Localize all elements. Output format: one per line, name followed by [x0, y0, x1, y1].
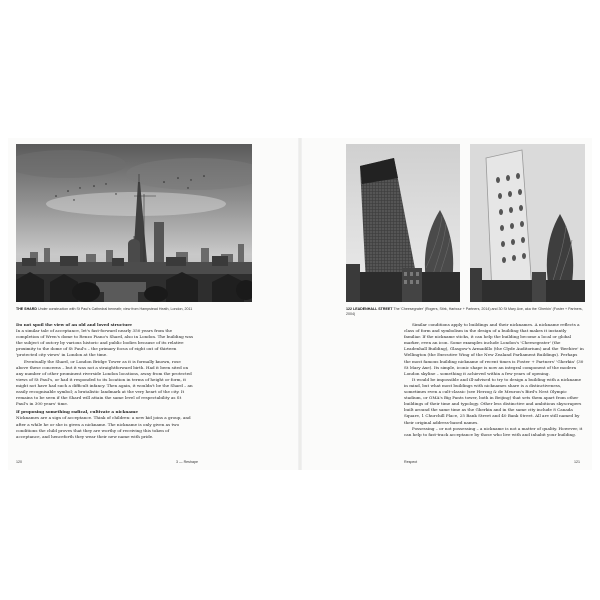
subheading-old-structure: Do not spoil the view of an old and loved structure	[16, 322, 133, 327]
shard-skyline-photo	[16, 144, 252, 302]
right-caption-title: 122 LEADENHALL STREET	[346, 307, 393, 311]
book-gutter	[298, 138, 302, 470]
left-caption-text: Under construction with St Paul's Cathedral beneath; view from Hampstead Heath, London, 2011	[37, 307, 193, 311]
left-running-head: 3 — Reshape	[176, 460, 198, 464]
left-body-column	[16, 322, 194, 440]
left-page-number: 120	[16, 460, 22, 464]
body-paragraph: Possessing – or not possessing – a nickname is not a matter of quality. However, it can help to fast-track acceptance by those who live with and inhabit your building.	[404, 425, 583, 437]
left-photo-caption	[16, 307, 252, 312]
cheesegrater-photo	[470, 144, 585, 302]
body-paragraph: Eventually the Shard, or London Bridge Tower as it is formally known, rose above these concerns – but it was not a straightforward birth. Had it been sited on any number of other prominent riverside London locations, away from the protected views of St Paul's, or had it responded to its location in terms of height or form, it might not have had such a difficult infancy. Then again, it wouldn't be the Shard – an easily recognisable symbol; a brutalistic landmark at the very heart of the city. It remains to be seen if the Shard will attain the same level of respectability as St Paul's in 300 years' time.	[16, 358, 193, 407]
left-caption-title: THE SHARD	[16, 307, 37, 311]
body-paragraph: In a similar tale of acceptance, let's fast-forward nearly 350 years from the completion of Wren's dome to Renzo Piano's Shard, also in London. The building was the subject of outcry by various historic and public bodies because of its relative proximity to the dome of St Paul's – the primary focus of eight out of thirteen 'protected city views' in London at the time.	[16, 328, 194, 358]
right-photo-caption	[346, 307, 584, 317]
body-paragraph: It would be impossible and ill-advised to try to design a building with a nickname in mind, but what most buildings with nicknames share is a distinctiveness, sometimes even a cult-classic (see Herzog & de Meuron's Bird's Nest Olympic stadium, or OMA's Big Pants tower, both in Beijing) that sets them apart from other buildings of their time and typology. Other less distinctive and ambitious skyscrapers built around the same time as the Gherkin and in the same city include 8 Canada Square, 1 Churchill Place, 25 Bank Street and 40 Bank Street. All are still named by their original address-based names.	[404, 376, 582, 425]
right-running-head: Respect	[404, 460, 418, 464]
body-paragraph: Similar conditions apply to buildings and their nicknames. A nickname reflects a class of form and symbolism in the design of a building that makes it instantly familiar. If the nickname sticks, it can help the building become a local or global marker, even an icon. Some examples include London's 'Cheesegrater' (the Leadenhall Building), Glasgow's Armadillo (the Clyde Auditorium) and the 'Beehive' in Wellington (the Executive Wing of the New Zealand Parliament Buildings). Perhaps the most famous building nickname of recent times is Foster + Partners' 'Gherkin' (30 St Mary Axe). Its simple, iconic shape is now an integral component of the modern London skyline – something it achieved within a few years of opening.	[404, 322, 584, 376]
right-body-column	[404, 322, 584, 438]
subheading-nickname: If proposing something radical, cultivate a nickname	[16, 409, 138, 415]
right-caption-text: The 'Cheesegrater' (Rogers, Stirk, Harbour + Partners, 2014) and 30 St Mary Axe, aka the 'Gherkin' (Foster + Partners, 2004)	[346, 307, 583, 316]
body-paragraph: Nicknames are a sign of acceptance. Think of children: a new kid joins a group, and after a while he or she is given a nickname. The nickname is only given as two conditions the child proves that they are worthy of receiving this token of acceptance, and henceforth they wear their new name with pride.	[16, 415, 191, 439]
right-page-number: 121	[574, 460, 580, 464]
leadenhall-tower-photo	[346, 144, 460, 302]
